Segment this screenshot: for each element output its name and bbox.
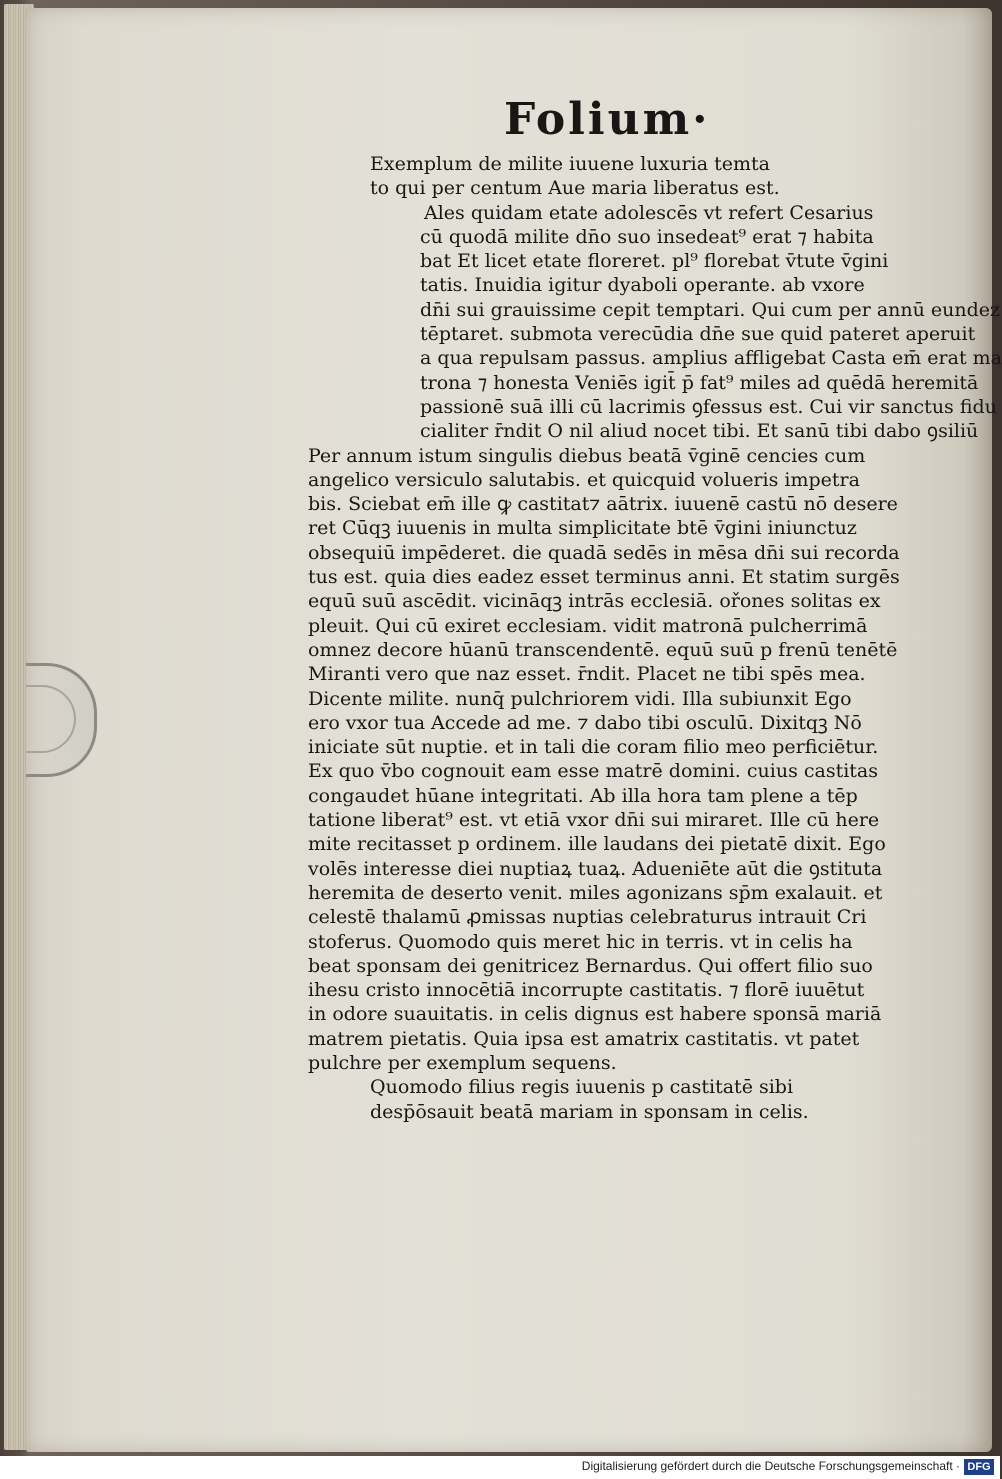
text-line: angelico versiculo salutabis. et quicquid volueris impetra <box>308 468 860 491</box>
text-line: tatione liberat⁹ est. vt etiā vxor dn̄i sui miraret. Ille cū here <box>308 809 880 832</box>
text-line: tēptaret. submota verecūdia dn̄e sue quid pateret aperuit <box>420 323 976 346</box>
footer-credit: Digitalisierung gefördert durch die Deutsche Forschungsgemeinschaft · <box>581 1459 960 1473</box>
text-line: beat sponsam dei genitricez Bernardus. Qui offert filio suo <box>308 954 873 977</box>
footer-bar <box>0 1456 1000 1479</box>
text-line: Per annum istum singulis diebus beatā v̄ginē cencies cum <box>308 444 866 467</box>
text-line: equū suū ascēdit. vicināqꝫ intrās ecclesiā. ořones solitas ex <box>308 590 881 613</box>
text-line: tus est. quia dies eadez esset terminus anni. Et statim surgēs <box>308 566 900 589</box>
text-line: cū quodā milite dn̄o suo insedeat⁹ erat ⁊ habita <box>420 225 874 248</box>
text-lines <box>308 152 1002 1124</box>
text-line: pleuit. Qui cū exiret ecclesiam. vidit matronā pulcherrimā <box>308 614 868 637</box>
text-line: passionē suā illi cū lacrimis ꝯfessus est. Cui vir sanctus fidu <box>420 395 997 418</box>
text-line: Ales quidam etate adolescēs vt refert Cesarius <box>424 201 874 224</box>
text-line: heremita de deserto venit. miles agonizans sp̄m exalauit. et <box>308 881 883 904</box>
text-line: pulchre per exemplum sequens. <box>308 1051 617 1074</box>
text-line: iniciate sūt nuptie. et in tali die coram filio meo perficiētur. <box>308 736 879 759</box>
text-line: congaudet hūane integritati. Ab illa hora tam plene a tēp <box>308 784 858 807</box>
text-line: volēs interesse diei nuptiaꝝ tuaꝝ. Adueniēte aūt die ꝯstituta <box>308 857 883 880</box>
text-line: matrem pietatis. Quia ipsa est amatrix castitatis. vt patet <box>308 1027 860 1050</box>
text-line: ero vxor tua Accede ad me. ⁊ dabo tibi osculū. Dixitqꝫ Nō <box>308 711 862 734</box>
text-line: mite recitasset p ordinem. ille laudans dei pietatē dixit. Ego <box>308 833 886 856</box>
text-line: in odore suauitatis. in celis dignus est habere sponsā mariā <box>308 1003 882 1026</box>
text-line: desp̄ōsauit beatā mariam in sponsam in celis. <box>370 1100 809 1123</box>
text-line: cialiter r̄ndit O nil aliud nocet tibi. Et sanū tibi dabo ꝯsiliū <box>420 420 979 443</box>
text-line: omnez decore hūanū transcendentē. equū suū p frenū tenētē <box>308 638 898 661</box>
text-line: Miranti vero que naz esset. r̄ndit. Placet ne tibi spēs mea. <box>308 663 866 686</box>
text-block <box>308 92 1002 1124</box>
text-line: tatis. Inuidia igitur dyaboli operante. ab vxore <box>420 274 865 297</box>
text-line: Exemplum de milite iuuene luxuria temta <box>370 153 770 175</box>
text-line: obsequiū impēderet. die quadā sedēs in mēsa dn̄i sui recorda <box>308 541 900 564</box>
text-line: a qua repulsam passus. amplius affligebat Casta em̄ erat ma <box>420 347 1002 370</box>
text-line: bis. Sciebat em̄ ille ꝙ castitat⁊ aātrix. iuuenē castū nō desere <box>308 493 898 516</box>
dfg-logo: DFG <box>964 1459 994 1475</box>
text-line: bat Et licet etate floreret. pl⁹ florebat v̄tute v̄gini <box>420 250 889 273</box>
text-line: to qui per centum Aue maria liberatus est. <box>370 177 780 200</box>
text-line: ret Cūqꝫ iuuenis in multa simplicitate btē v̄gini iniunctuz <box>308 517 857 540</box>
text-line: Ex quo v̄bo cognouit eam esse matrē domini. cuius castitas <box>308 760 878 783</box>
text-line: dn̄i sui grauissime cepit temptari. Qui cum per annū eundez <box>420 298 1001 321</box>
page-heading: Folium· <box>504 94 711 145</box>
text-line: Dicente milite. nunq̄ pulchriorem vidi. Illa subiunxit Ego <box>308 687 852 710</box>
text-line: Quomodo filius regis iuuenis p castitatē sibi <box>370 1076 794 1099</box>
text-line: trona ⁊ honesta Veniēs igit̄ p̄ fat⁹ miles ad quēdā heremitā <box>420 371 979 394</box>
text-line: stoferus. Quomodo quis meret hic in terris. vt in celis ha <box>308 930 853 953</box>
text-line: ihesu cristo innocētiā incorrupte castitatis. ⁊ florē iuuētut <box>308 979 865 1002</box>
text-line: celestē thalamū ꝓmissas nuptias celebraturus intrauit Cri <box>308 906 867 929</box>
